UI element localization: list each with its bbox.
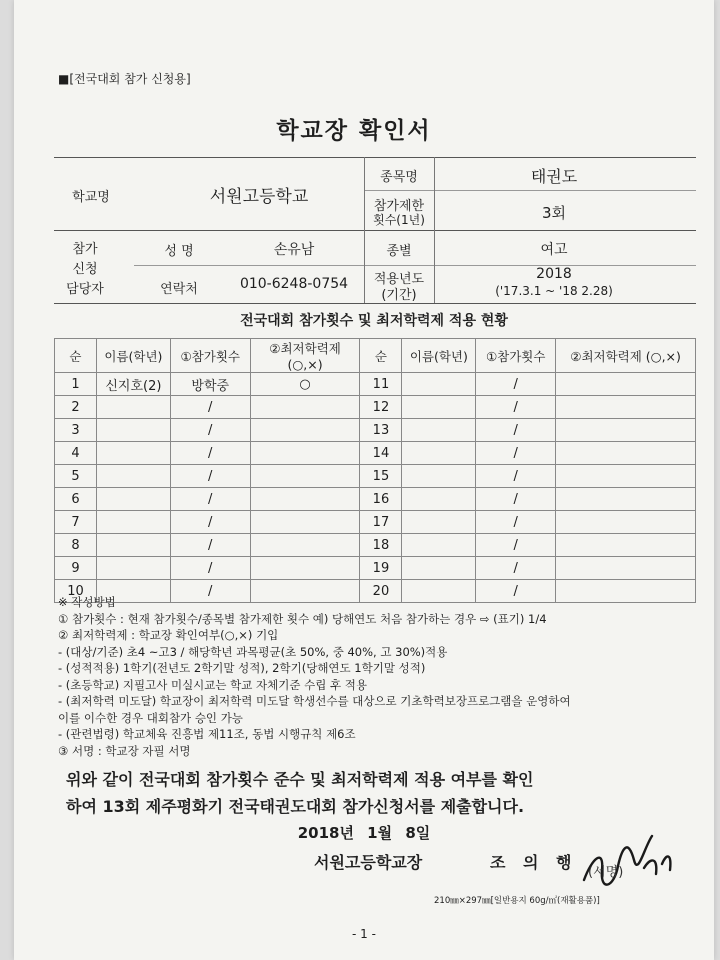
cell: 신지호(2) [96, 373, 170, 396]
table-row [55, 465, 696, 488]
cell: 10 [55, 580, 97, 603]
cell: / [170, 580, 250, 603]
info-line [364, 190, 696, 191]
limit-value: 3회 [541, 204, 567, 222]
cell [96, 557, 170, 580]
cell [96, 396, 170, 419]
col-header-order: 순 [55, 339, 97, 373]
cell [402, 396, 476, 419]
cell: 9 [55, 557, 97, 580]
cell [402, 465, 476, 488]
instruction-line: ※ 작성방법 [58, 595, 116, 609]
cell [556, 465, 696, 488]
cell: / [170, 557, 250, 580]
header-note: ■[전국대회 참가 신청용] [58, 72, 191, 86]
table-header-row [55, 339, 696, 373]
page-number: - 1 - [352, 927, 376, 941]
col-header-name: 이름(학년) [402, 339, 476, 373]
table-row [55, 442, 696, 465]
paper-spec: 210㎜×297㎜[일반용지 60g/㎡(재활용품)] [434, 896, 600, 906]
name-label: 성 명 [164, 244, 194, 259]
cell: 18 [360, 534, 402, 557]
instruction-line: ① 참가횟수 : 현재 참가횟수/종목별 참가제한 횟수 예) 당해연도 처음 참가하는 경우 ⇨ (표기) 1/4 [58, 611, 547, 626]
cell: 14 [360, 442, 402, 465]
cell [402, 557, 476, 580]
declaration-line: 하여 13회 제주평화기 전국태권도대회 참가신청서를 제출합니다. [66, 797, 525, 816]
table-row [55, 373, 696, 396]
cell: 20 [360, 580, 402, 603]
name-value: 손유남 [273, 242, 315, 258]
cell [402, 442, 476, 465]
cell: 17 [360, 511, 402, 534]
table-row [55, 488, 696, 511]
cell: 15 [360, 465, 402, 488]
cell: / [170, 419, 250, 442]
cell: 4 [55, 442, 97, 465]
cell [250, 557, 360, 580]
cell [250, 534, 360, 557]
col-header-order: 순 [360, 339, 402, 373]
cell [402, 511, 476, 534]
cell: / [476, 534, 556, 557]
manager-label: 신청 [72, 262, 98, 277]
cell: / [170, 396, 250, 419]
cell [250, 419, 360, 442]
document-sheet [14, 0, 714, 960]
handwritten-signature [574, 818, 684, 898]
info-line [54, 230, 696, 231]
cell [96, 534, 170, 557]
cell [250, 442, 360, 465]
category-label: 종별 [386, 244, 412, 259]
cell: 7 [55, 511, 97, 534]
col-header-academic: ②최저학력제 (○,×) [556, 339, 696, 373]
cell: 1 [55, 373, 97, 396]
declaration-line: 위와 같이 전국대회 참가횟수 준수 및 최저학력제 적용 여부를 확인 [66, 770, 534, 789]
cell: / [170, 465, 250, 488]
cell [556, 534, 696, 557]
document-date: 2018년 1월 8일 [297, 824, 431, 842]
cell: / [476, 488, 556, 511]
cell: 19 [360, 557, 402, 580]
cell [556, 557, 696, 580]
cell [250, 465, 360, 488]
table-row [55, 534, 696, 557]
info-divider [364, 157, 365, 303]
seal-text: (서명) [588, 865, 624, 880]
cell: / [476, 442, 556, 465]
cell: / [170, 442, 250, 465]
cell: / [476, 580, 556, 603]
col-header-name: 이름(학년) [96, 339, 170, 373]
instruction-line: - (최저학력 미도달) 학교장이 최저학력 미도달 학생선수를 대상으로 기초학력보장프로그램을 운영하여 [58, 694, 571, 708]
declaration [66, 766, 686, 820]
cell [96, 511, 170, 534]
cell [250, 396, 360, 419]
cell [96, 442, 170, 465]
sport-value: 태권도 [530, 167, 578, 186]
table-row [55, 396, 696, 419]
document-title: 학교장 확인서 [276, 118, 432, 144]
instruction-line: ② 최저학력제 : 학교장 확인여부(○,×) 기입 [58, 628, 279, 642]
table-title: 전국대회 참가횟수 및 최저학력제 적용 현황 [240, 313, 508, 329]
cell [556, 442, 696, 465]
school-value: 서원고등학교 [209, 187, 309, 207]
info-line [54, 303, 696, 304]
manager-label: 참가 [72, 242, 98, 257]
instruction-line: - (대상/기준) 초4 ~고3 / 해당학년 과목평균(초 50%, 중 40%, 고 30%)적용 [58, 644, 448, 659]
cell: / [476, 511, 556, 534]
instruction-line: - (성적적용) 1학기(전년도 2학기말 성적), 2학기(당해연도 1학기말 성적) [58, 661, 426, 675]
table-row [55, 511, 696, 534]
cell: 11 [360, 373, 402, 396]
cell: 6 [55, 488, 97, 511]
manager-label: 담당자 [66, 282, 104, 297]
cell [250, 511, 360, 534]
participation-table [54, 338, 696, 603]
cell [556, 419, 696, 442]
contact-label: 연락처 [160, 282, 198, 297]
instruction-line: ③ 서명 : 학교장 자필 서명 [58, 743, 191, 758]
cell: / [476, 557, 556, 580]
category-value: 여고 [540, 242, 568, 258]
instructions [58, 594, 698, 759]
year-label: 적용년도 [373, 272, 425, 287]
principal-school: 서원고등학교장 [314, 853, 423, 872]
instruction-line: - (관련법령) 학교체육 진흥법 제11조, 동법 시행규칙 제6조 [58, 727, 356, 741]
table-row [55, 419, 696, 442]
info-divider [434, 157, 435, 303]
instruction-line: - (초등학교) 지필고사 미실시교는 학교 자체기준 수립 후 적용 [58, 677, 367, 692]
cell: / [170, 488, 250, 511]
cell [250, 488, 360, 511]
cell: 16 [360, 488, 402, 511]
cell: / [476, 465, 556, 488]
cell: 2 [55, 396, 97, 419]
limit-label: 횟수(1년) [373, 213, 425, 227]
sport-label: 종목명 [380, 170, 418, 185]
instruction-line: 이를 이수한 경우 대회참가 승인 가능 [58, 710, 243, 725]
cell: 8 [55, 534, 97, 557]
cell: 12 [360, 396, 402, 419]
school-label: 학교명 [72, 190, 110, 205]
cell: ○ [250, 373, 360, 396]
year-value: 2018 [536, 266, 572, 282]
contact-value: 010-6248-0754 [239, 276, 349, 292]
cell: / [170, 534, 250, 557]
cell [556, 373, 696, 396]
cell: / [476, 373, 556, 396]
cell: 5 [55, 465, 97, 488]
cell [96, 488, 170, 511]
principal-name: 조 의 행 [490, 853, 578, 872]
col-header-count: ①참가횟수 [170, 339, 250, 373]
cell [402, 534, 476, 557]
cell [556, 511, 696, 534]
cell [96, 465, 170, 488]
cell [402, 488, 476, 511]
cell [402, 419, 476, 442]
cell: / [476, 396, 556, 419]
year-label: (기간) [381, 288, 417, 303]
table-row [55, 557, 696, 580]
cell [96, 419, 170, 442]
year-period: ('17.3.1 ~ '18 2.28) [495, 284, 613, 298]
cell: 방학중 [170, 373, 250, 396]
cell: / [476, 419, 556, 442]
cell: 13 [360, 419, 402, 442]
col-header-count: ①참가횟수 [476, 339, 556, 373]
cell [402, 373, 476, 396]
cell [556, 396, 696, 419]
limit-label: 참가제한 [373, 199, 425, 214]
col-header-academic: ②최저학력제 (○,×) [250, 339, 360, 373]
cell [556, 488, 696, 511]
info-top-border [54, 157, 696, 158]
cell: 3 [55, 419, 97, 442]
cell: / [170, 511, 250, 534]
